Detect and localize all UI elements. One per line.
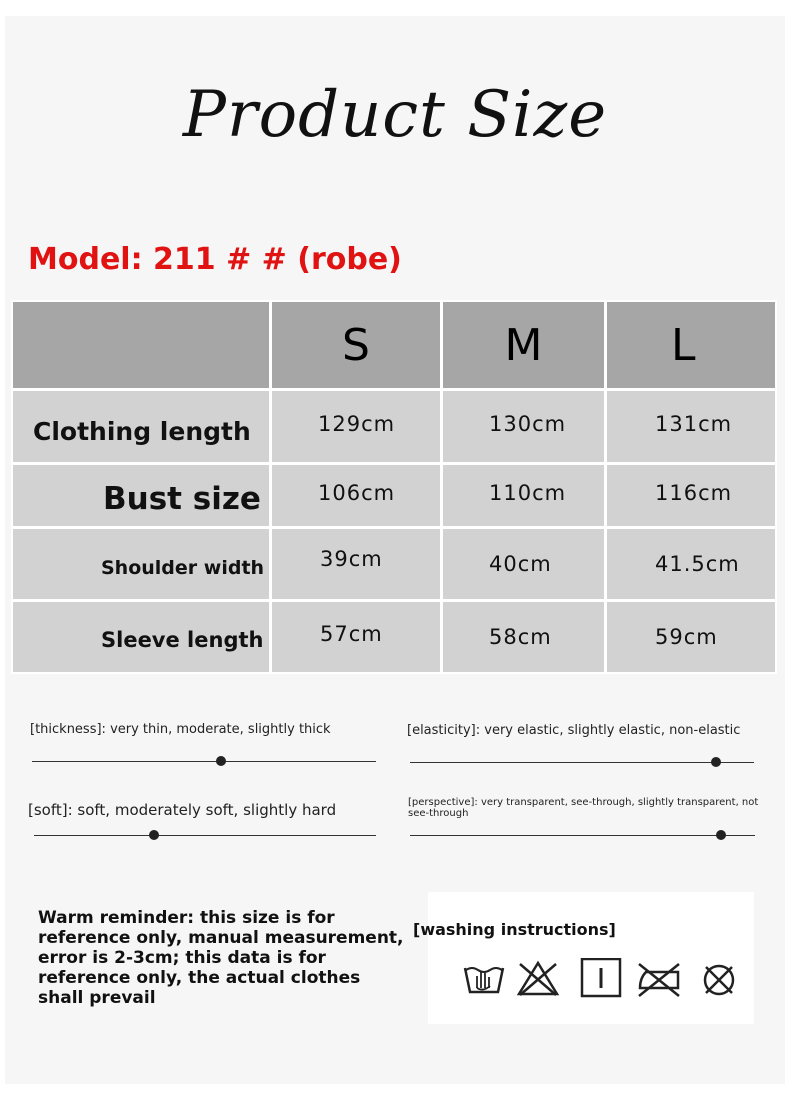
perspective-scale-line bbox=[410, 835, 755, 836]
cell-value: 106cm bbox=[318, 480, 396, 505]
table-cell bbox=[443, 602, 604, 672]
do-not-bleach-icon bbox=[516, 958, 560, 998]
row-label: Clothing length bbox=[33, 417, 251, 446]
row-label: Bust size bbox=[103, 480, 261, 517]
row-label-cell bbox=[13, 529, 269, 599]
table-cell bbox=[443, 465, 604, 526]
page-title: Product Size bbox=[182, 78, 608, 152]
row-label: Sleeve length bbox=[101, 628, 264, 652]
table-cell bbox=[607, 602, 775, 672]
do-not-iron-icon bbox=[637, 958, 681, 998]
cell-value: 131cm bbox=[655, 411, 733, 436]
cell-value: 58cm bbox=[489, 625, 552, 649]
row-label-cell bbox=[13, 602, 269, 672]
table-cell bbox=[272, 529, 440, 599]
elasticity-label: [elasticity]: very elastic, slightly elastic, non-elastic bbox=[407, 723, 741, 738]
size-label: S bbox=[342, 319, 370, 371]
size-label: M bbox=[504, 319, 543, 371]
elasticity-scale-line bbox=[410, 762, 754, 763]
table-cell bbox=[272, 465, 440, 526]
cell-value: 116cm bbox=[655, 480, 733, 505]
soft-label: [soft]: soft, moderately soft, slightly hard bbox=[28, 801, 337, 819]
row-label: Shoulder width bbox=[101, 557, 265, 579]
cell-value: 40cm bbox=[489, 552, 552, 576]
table-cell bbox=[607, 529, 775, 599]
table-cell bbox=[607, 391, 775, 462]
soft-scale-line bbox=[34, 835, 376, 836]
cell-value: 59cm bbox=[655, 625, 718, 649]
table-cell bbox=[443, 391, 604, 462]
tumble-dry-icon bbox=[579, 958, 623, 998]
soft-marker bbox=[149, 830, 159, 840]
size-header-m bbox=[443, 302, 604, 388]
hand-wash-icon bbox=[462, 958, 506, 998]
thickness-label: [thickness]: very thin, moderate, slightly thick bbox=[30, 722, 331, 737]
cell-value: 110cm bbox=[489, 480, 567, 505]
cell-value: 57cm bbox=[320, 622, 383, 646]
cell-value: 130cm bbox=[489, 411, 567, 436]
row-label-cell bbox=[13, 465, 269, 526]
size-table bbox=[11, 300, 777, 674]
table-cell bbox=[443, 529, 604, 599]
do-not-dry-clean-icon bbox=[697, 958, 741, 998]
table-cell bbox=[272, 602, 440, 672]
thickness-scale-line bbox=[32, 761, 376, 762]
perspective-marker bbox=[716, 830, 726, 840]
cell-value: 41.5cm bbox=[655, 552, 740, 576]
washing-title: [washing instructions] bbox=[413, 920, 616, 939]
size-header-l bbox=[607, 302, 775, 388]
table-cell bbox=[607, 465, 775, 526]
size-header-s bbox=[272, 302, 440, 388]
cell-value: 129cm bbox=[318, 411, 396, 436]
table-cell bbox=[272, 391, 440, 462]
perspective-label: [perspective]: very transparent, see-through, slightly transparent, not see-through bbox=[408, 797, 759, 819]
model-label: Model: 211 # # (robe) bbox=[28, 242, 402, 277]
row-label-cell bbox=[13, 391, 269, 462]
cell-value: 39cm bbox=[320, 547, 383, 571]
header-corner bbox=[13, 302, 269, 388]
warm-reminder-text: Warm reminder: this size is for reference only, manual measurement, error is 2-3cm; this data is for reference only, the actual clothes shall prevail bbox=[38, 908, 404, 1008]
size-label: L bbox=[671, 319, 696, 371]
